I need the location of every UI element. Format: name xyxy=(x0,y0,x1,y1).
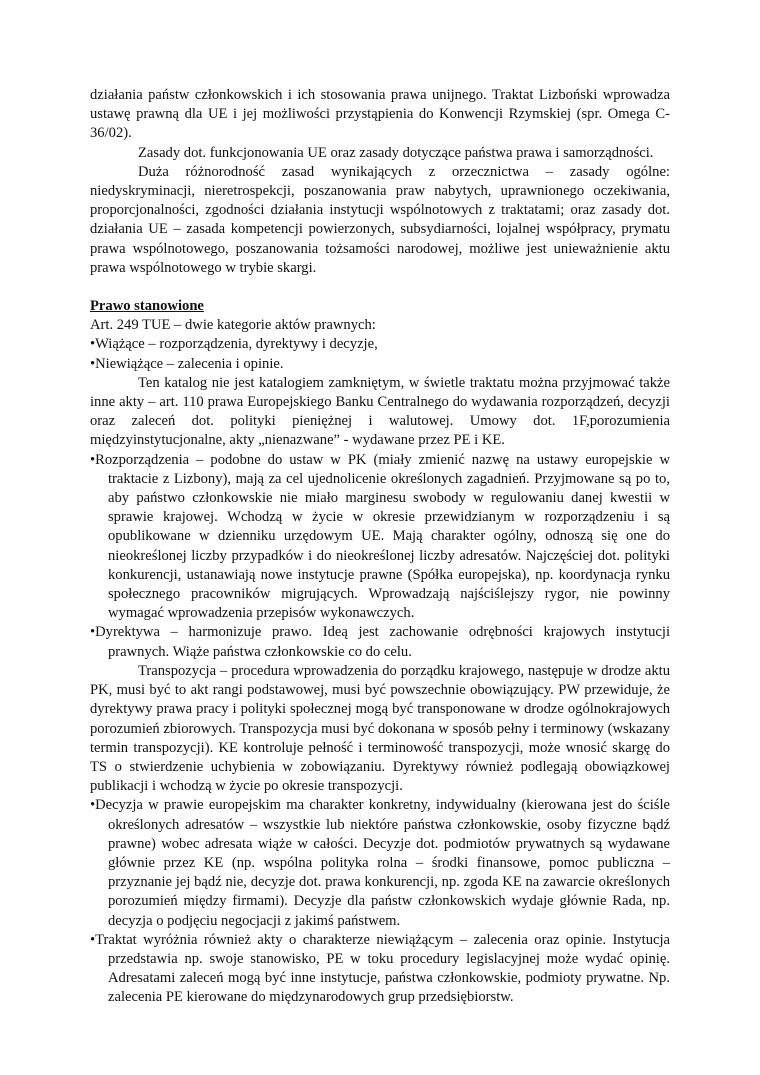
nonbinding-acts-paragraph: •Traktat wyróżnia również akty o charakterze niewiążącym – zalecenia oraz opinie. Instytucja przedstawia np. swoje stanowisko, PE w toku procedury legislacyjnej może wydać opinię. Adresatami zaleceń mogą być inne instytucje, państwa członkowskie, podmioty prywatne. Np. zalecenia PE kierowane do międzynarodowych grup przedsiębiorstw. xyxy=(90,931,670,1006)
bullet-binding: •Wiążące – rozporządzenia, dyrektywy i decyzje, xyxy=(90,336,378,353)
regulations-paragraph: •Rozporządzenia – podobne do ustaw w PK (miały zmienić nazwę na ustawy europejskie w traktacie z Lizbony), mają za cel ujednolicenie określonych zagadnień. Przyjmowane są po to, aby państwo członkowskie nie miało marginesu swobody w regulowaniu danej kwestii w sprawie krajowej. Wchodzą w życie w okresie przewidzianym w rozporządzeniu i są opublikowane w dzienniku urzędowym UE. Mają charakter ogólny, odnoszą się one do nieokreślonej liczby przypadków i do nieokreślonej liczby adresatów. Najczęściej dot. polityki konkurencji, ustanawiają nowe instytucje prawne (Spółka europejska), np. koordynacja rynku społecznego pracowników migrujących. Wprowadzają najściślejszy rygor, nie powinny wymagać wprowadzenia przepisów wykonawczych. xyxy=(90,451,670,622)
directive-paragraph: •Dyrektywa – harmonizuje prawo. Ideą jest zachowanie odrębności krajowych instytucji prawnych. Wiąże państwa członkowskie co do celu. xyxy=(90,624,670,660)
article-line: Art. 249 TUE – dwie kategorie aktów prawnych: xyxy=(90,317,376,334)
transposition-paragraph: Transpozycja – procedura wprowadzenia do porządku krajowego, następuje w drodze aktu PK, musi być to akt rangi podstawowej, musi być powszechnie obowiązujący. PW przewiduje, że dyrektywy prawa pracy i polityki społecznej mogą być transponowane w drodze ogólnokrajowych porozumień zbiorowych. Transpozycja musi być dokonana w sposób pełny i terminowy (wskazany termin transpozycji). KE kontroluje pełność i terminowość transpozycji, może wnosić skargę do TS o stwierdzenie uchybienia w zobowiązaniu. Dyrektywy również podlegają obowiązkowej publikacji i wchodzą w życie po okresie transpozycji. xyxy=(90,662,670,795)
spacer xyxy=(90,278,670,297)
decision-paragraph: •Decyzja w prawie europejskim ma charakter konkretny, indywidualny (kierowana jest do ściśle określonych adresatów – wszystkie lub niektóre państwa członkowskie, osoby fizyczne bądź prawne) wobec adresata wiąże w całości. Decyzje dot. podmiotów prywatnych są wydawane głównie przez KE (np. wspólna polityka rolna – środki finansowe, pomoc publiczna – przyznanie jej bądź nie, decyzje dot. prawa konkurencji, np. zgoda KE na zawarcie określonych porozumień między firmami). Decyzje dla państw członkowskich wydaje głównie Rada, np. decyzja o podjęciu negocjacji z jakimś państwem. xyxy=(90,797,670,929)
section-heading: Prawo stanowione xyxy=(90,298,204,315)
document-page xyxy=(90,86,670,1008)
catalog-paragraph: Ten katalog nie jest katalogiem zamkniętym, w świetle traktatu można przyjmować także inne akty – art. 110 prawa Europejskiego Banku Centralnego do wydawania rozporządzeń, decyzji oraz zaleceń dot. polityki pieniężnej i walutowej. Umowy dot. 1F,porozumienia międzyinstytucjonalne, akty „nienazwane” - wydawane przez PE i KE. xyxy=(90,374,670,449)
intro-paragraph-1: działania państw członkowskich i ich stosowania prawa unijnego. Traktat Lizboński wprowadza ustawę prawną dla UE i jej możliwości przystąpienia do Konwencji Rzymskiej (spr. Omega C-36/02). xyxy=(90,87,670,142)
bullet-nonbinding: •Niewiążące – zalecenia i opinie. xyxy=(90,355,284,372)
intro-paragraph-2: Zasady dot. funkcjonowania UE oraz zasady dotyczące państwa prawa i samorządności. xyxy=(138,144,654,161)
intro-paragraph-3: Duża różnorodność zasad wynikających z orzecznictwa – zasady ogólne: niedyskryminacji, nieretrospekcji, poszanowania praw nabytych, uprawnionego oczekiwania, proporcjonalności, zgodności działania instytucji wspólnotowych z traktatami; oraz zasady dot. działania UE – zasada kompetencji powierzonych, subsydiarności, lojalnej współpracy, prymatu prawa wspólnotowego, poszanowania tożsamości narodowej, możliwe jest unieważnienie aktu prawa wspólnotowego w trybie skargi. xyxy=(90,163,670,276)
